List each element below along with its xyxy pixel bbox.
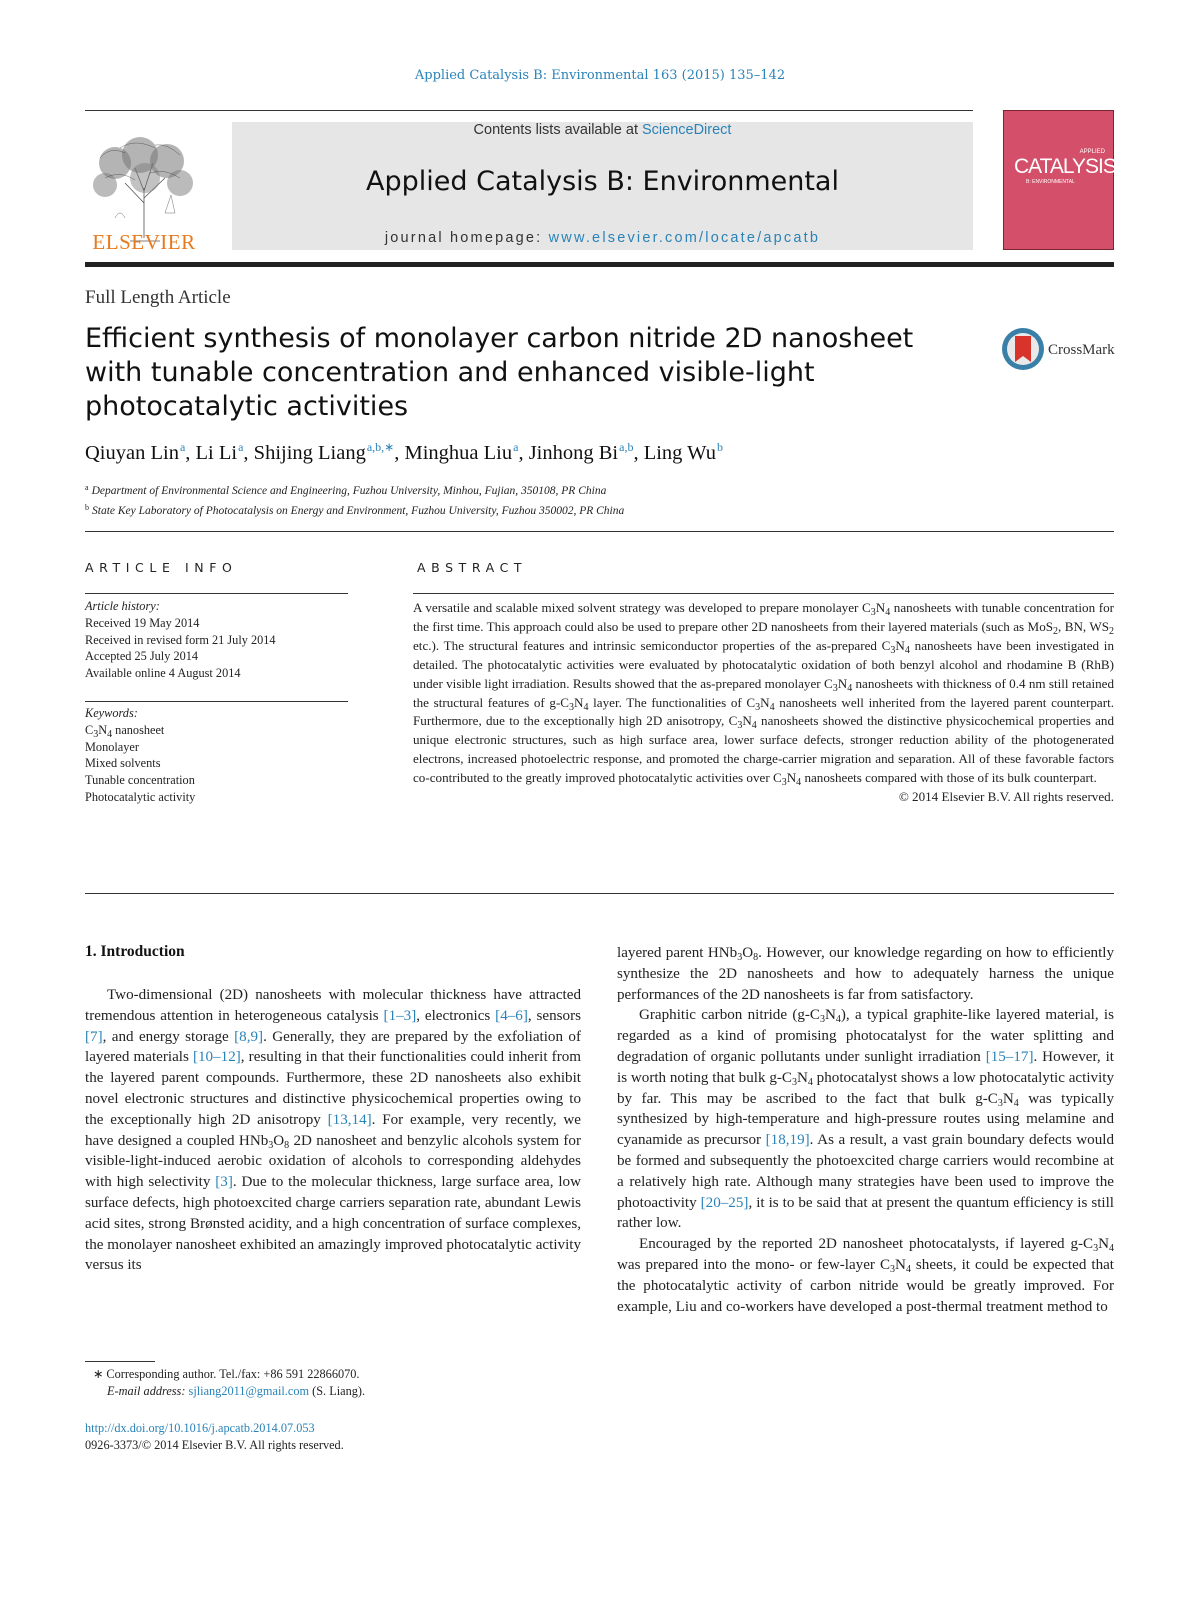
section-rule xyxy=(85,531,1114,532)
issn-line: 0926-3373/© 2014 Elsevier B.V. All rights reserved. xyxy=(85,1438,344,1452)
body-column-right xyxy=(617,943,1114,1317)
doi-block xyxy=(85,1420,344,1454)
author-affil-mark[interactable]: b xyxy=(716,440,723,454)
citation-link[interactable]: [3] xyxy=(215,1174,233,1191)
author-affil-mark[interactable]: a xyxy=(179,440,186,454)
body-paragraph: Encouraged by the reported 2D nanosheet photocatalysts, if layered $g-C_3N_4$ was prepared into the mono- or few-layer $C_3N_4$ sheets, it could be expected that the photocatalytic activity of carbon nitride would be greatly improved. For example, Liu and co-workers have developed a post-thermal treatment method to xyxy=(617,1236,1115,1315)
affiliation xyxy=(85,480,624,500)
author-name[interactable]: Li Li xyxy=(195,442,238,464)
section-rule xyxy=(85,893,1114,894)
affiliations xyxy=(85,480,624,519)
email-suffix: (S. Liang). xyxy=(309,1384,366,1398)
info-rule xyxy=(85,701,348,702)
body-paragraph: Graphitic carbon nitride $(g-C_3N_4)$, a typical graphite-like layered material, is regarded as a kind of promising photocatalyst for the water splitting and degradation of organic pollutants under sunlight irradiation [15–17]. However, it is worth noting that bulk $g-C_3N_4$ photocatalyst shows a low photocatalytic activity by far. This may be ascribed to the fact that bulk $g-C_3N_4$ was typically synthesized by high-temperature and high-pressure routes using melamine and cyanamide as precursor [18,19]. As a result, a vast grain boundary defects would be formed and subsequently the photoexcited charge carriers would recombine at a relatively high rate. Although many strategies have been used to improve the photoactivity [20–25], it is to be said that at present the quantum efficiency is still rather low. xyxy=(617,1007,1115,1232)
top-rule xyxy=(85,110,973,111)
history-label: Article history: xyxy=(85,599,160,613)
abstract-heading: ABSTRACT xyxy=(417,560,528,575)
keywords xyxy=(85,705,195,806)
article-title: Efficient synthesis of monolayer carbon nitride 2D nanosheet with tunable concentration and enhanced visible-light photocatalytic activities xyxy=(85,323,914,422)
elsevier-wordmark[interactable]: ELSEVIER xyxy=(92,230,196,254)
history-entry: Available online 4 August 2014 xyxy=(85,666,241,681)
journal-cover-thumbnail[interactable] xyxy=(1003,110,1114,250)
article-info-heading: ARTICLE INFO xyxy=(85,560,238,575)
cover-sub-text: B: ENVIRONMENTAL xyxy=(1026,179,1075,185)
history-entry: Accepted 25 July 2014 xyxy=(85,649,199,664)
citation-link[interactable]: [8,9] xyxy=(234,1028,264,1045)
homepage-link[interactable]: www.elsevier.com/locate/apcatb xyxy=(548,230,821,246)
affiliation-mark: b xyxy=(85,502,89,512)
author-affil-mark[interactable]: a,b,∗ xyxy=(366,440,395,454)
email-label: E-mail address: xyxy=(107,1384,186,1398)
abstract-rule xyxy=(413,593,1114,594)
introduction-heading: 1. Introduction xyxy=(85,943,185,960)
footnote xyxy=(85,1366,365,1400)
crossmark-icon xyxy=(1000,326,1046,372)
cover-main-text: CATALYSIS xyxy=(1014,155,1116,178)
affiliation xyxy=(85,500,624,520)
sciencedirect-link[interactable]: ScienceDirect xyxy=(642,122,732,138)
citation-link[interactable]: [4–6] xyxy=(495,1007,528,1024)
article-type: Full Length Article xyxy=(85,287,231,308)
affiliation-text: State Key Laboratory of Photocatalysis on Energy and Environment, Fuzhou University, Fuzhou 350002, PR China xyxy=(92,504,625,517)
keyword: Photocatalytic activity xyxy=(85,789,196,804)
journal-banner xyxy=(232,122,973,250)
info-rule xyxy=(85,593,348,594)
email-line xyxy=(85,1383,365,1400)
author-name[interactable]: Qiuyan Lin xyxy=(85,442,179,464)
author-affil-mark[interactable]: a xyxy=(238,440,244,454)
header-thick-rule xyxy=(85,262,1114,267)
author-name[interactable]: Jinhong Bi xyxy=(528,442,619,464)
citation-link[interactable]: [1–3] xyxy=(383,1007,417,1024)
email-link[interactable]: sjliang2011@gmail.com xyxy=(188,1384,310,1398)
cover-top-text: APPLIED xyxy=(1079,149,1105,155)
homepage-prefix: journal homepage: xyxy=(384,230,549,246)
keyword: Tunable concentration xyxy=(85,773,195,788)
footnote-rule xyxy=(85,1361,155,1362)
citation-link[interactable]: [10–12] xyxy=(192,1049,241,1066)
body-paragraph: Two-dimensional (2D) nanosheets with molecular thickness have attracted tremendous attention in heterogeneous catalysis [1–3], electronics [4–6], sensors [7], and energy storage [8,9]. Generally, they are prepared by the exfoliation of layered materials [10–12], resulting in that their functionalities could inherit from the layered parent compounds. Furthermore, these 2D nanosheets also exhibit novel electronic structures and distinctive physicochemical properties owing to the exceptionally high 2D anisotropy [13,14]. For example, very recently, we have designed a coupled $HNb_3O_8$ 2D nanosheet and benzylic alcohols system for visible-light-induced aerobic oxidation of alcohols to corresponding aldehydes with high selectivity [3]. Due to the molecular thickness, large surface area, low surface defects, high photoexcited charge carriers separation rate, abundant Lewis acid sites, strong Brønsted acidity, and a high concentration of surface complexes, the monolayer nanosheet exhibited an amazingly improved photocatalytic activity versus its xyxy=(85,987,582,1274)
author-name[interactable]: Minghua Liu xyxy=(404,442,513,464)
history-entry: Received in revised form 21 July 2014 xyxy=(85,632,276,647)
citation-link[interactable]: [7] xyxy=(85,1028,103,1045)
homepage-line xyxy=(232,230,973,246)
citation-link[interactable]: [18,19] xyxy=(765,1132,810,1149)
abstract-text: A versatile and scalable mixed solvent strategy was developed to prepare monolayer $C_3N_4$ nanosheets with tunable concentration for the first time. This approach could also be used to prepare other 2D nanosheets from their layered materials (such as MoS$_2$, BN, $WS_2$ etc.). The structural features and intrinsic semiconductor properties of the as-prepared $C_3N_4$ nanosheets have been investigated in detailed. The photocatalytic activities were evaluated by photocatalytic oxidation of both benzyl alcohol and rhodamine B (RhB) under visible light irradiation. Results showed that the as-prepared monolayer $C_3N_4$ nanosheets with thickness of 0.4 nm still retained the structural features of $g-C_3N_4$ layer. The functionalities of $C_3N_4$ nanosheets well inherited from the layered parent counterpart. Furthermore, due to the exceptionally high 2D anisotropy, $C_3N_4$ nanosheets showed the distinctive physicochemical properties and unique electronic structures, such as high surface area, lower surface defects, stronger reduction ability of the photogenerated electrons, increased photoelectric response, and promoted the charge-carrier migration and separation. All of these favorable factors co-contributed to the greatly improved photocatalytic activities over $C_3N_4$ nanosheets compared with those of its bulk counterpart. xyxy=(413,600,1115,789)
contents-prefix: Contents lists available at xyxy=(473,122,642,138)
citation-link[interactable]: [15–17] xyxy=(985,1048,1034,1065)
keywords-label: Keywords: xyxy=(85,706,138,720)
affiliation-text: Department of Environmental Science and Engineering, Fuzhou University, Minhou, Fujian, 350108, PR China xyxy=(91,485,607,497)
crossmark-badge[interactable] xyxy=(1000,326,1115,374)
author-affil-mark[interactable]: a xyxy=(513,440,519,454)
author-list: Qiuyan Lin$^a$, Li Li$^a$, Shijing Liang$^{a,b,∗}$, Minghua Liu$^a$, Jinhong Bi$^{a,b}$, Ling Wu$^b$ xyxy=(85,440,723,464)
corresponding-author-note: ∗ Corresponding author. Tel./fax: +86 591 22866070. xyxy=(93,1367,360,1381)
author-name[interactable]: Shijing Liang xyxy=(253,442,366,464)
body-column-left xyxy=(85,985,581,1276)
journal-citation[interactable]: Applied Catalysis B: Environmental 163 (2015) 135–142 xyxy=(414,68,786,83)
keyword: Mixed solvents xyxy=(85,756,161,771)
author-affil-mark[interactable]: a,b xyxy=(619,440,634,454)
doi-link[interactable]: http://dx.doi.org/10.1016/j.apcatb.2014.07.053 xyxy=(85,1421,315,1435)
citation-link[interactable]: [13,14] xyxy=(327,1111,372,1128)
affiliation-mark: a xyxy=(85,483,89,492)
body-paragraph: layered parent $HNb_3O_8$. However, our knowledge regarding on how to efficiently synthesize the 2D nanosheets and how to adequately harness the unique performances of the 2D nanosheets is far from satisfactory. xyxy=(617,945,1114,1003)
keyword: $C_3N_4$ nanosheet xyxy=(85,722,165,740)
abstract-body xyxy=(413,599,1114,807)
author-name[interactable]: Ling Wu xyxy=(643,442,716,464)
article-history xyxy=(85,598,276,682)
journal-title: Applied Catalysis B: Environmental xyxy=(366,166,839,197)
citation-link[interactable]: [20–25] xyxy=(700,1194,749,1211)
keyword: Monolayer xyxy=(85,739,139,754)
abstract-copyright: © 2014 Elsevier B.V. All rights reserved. xyxy=(898,789,1114,805)
contents-line xyxy=(232,122,973,138)
crossmark-label: CrossMark xyxy=(1048,342,1115,358)
history-entry: Received 19 May 2014 xyxy=(85,615,200,630)
